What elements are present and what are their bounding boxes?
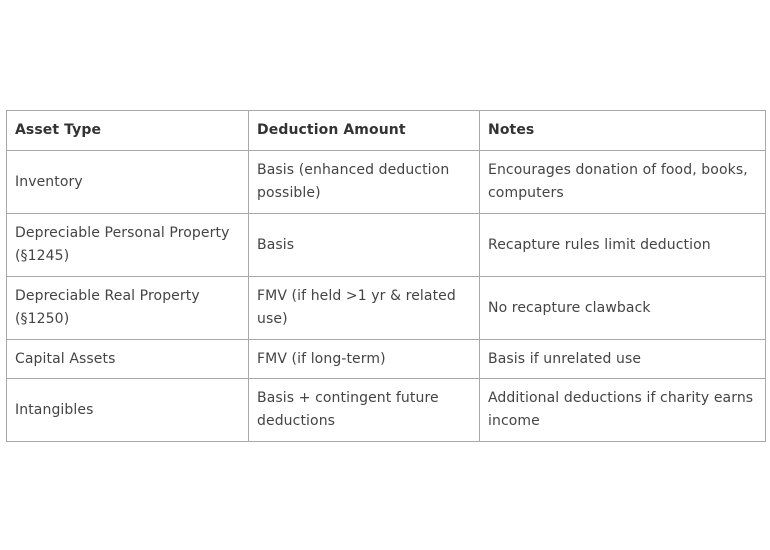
deduction-amount-cell: FMV (if held >1 yr & related use)	[249, 277, 480, 340]
table-row	[7, 277, 766, 340]
notes-cell: Additional deductions if charity earns income	[480, 379, 766, 442]
notes-cell: Basis if unrelated use	[480, 340, 766, 379]
asset-type-cell: Capital Assets	[7, 340, 249, 379]
asset-type-cell: Intangibles	[7, 379, 249, 442]
deduction-amount-cell: Basis	[249, 214, 480, 277]
deduction-amount-cell: Basis (enhanced deduction possible)	[249, 151, 480, 214]
header-notes: Notes	[480, 111, 766, 151]
table-header-row	[7, 111, 766, 151]
deduction-amount-cell: FMV (if long-term)	[249, 340, 480, 379]
asset-type-cell: Depreciable Real Property (§1250)	[7, 277, 249, 340]
table-row	[7, 379, 766, 442]
deduction-amount-cell: Basis + contingent future deductions	[249, 379, 480, 442]
asset-deduction-table	[6, 110, 766, 442]
header-asset-type: Asset Type	[7, 111, 249, 151]
notes-cell: No recapture clawback	[480, 277, 766, 340]
asset-type-cell: Depreciable Personal Property (§1245)	[7, 214, 249, 277]
table-row	[7, 340, 766, 379]
asset-deduction-table-container	[6, 110, 765, 442]
header-deduction-amount: Deduction Amount	[249, 111, 480, 151]
asset-type-cell: Inventory	[7, 151, 249, 214]
table-row	[7, 151, 766, 214]
table-row	[7, 214, 766, 277]
notes-cell: Encourages donation of food, books, computers	[480, 151, 766, 214]
notes-cell: Recapture rules limit deduction	[480, 214, 766, 277]
